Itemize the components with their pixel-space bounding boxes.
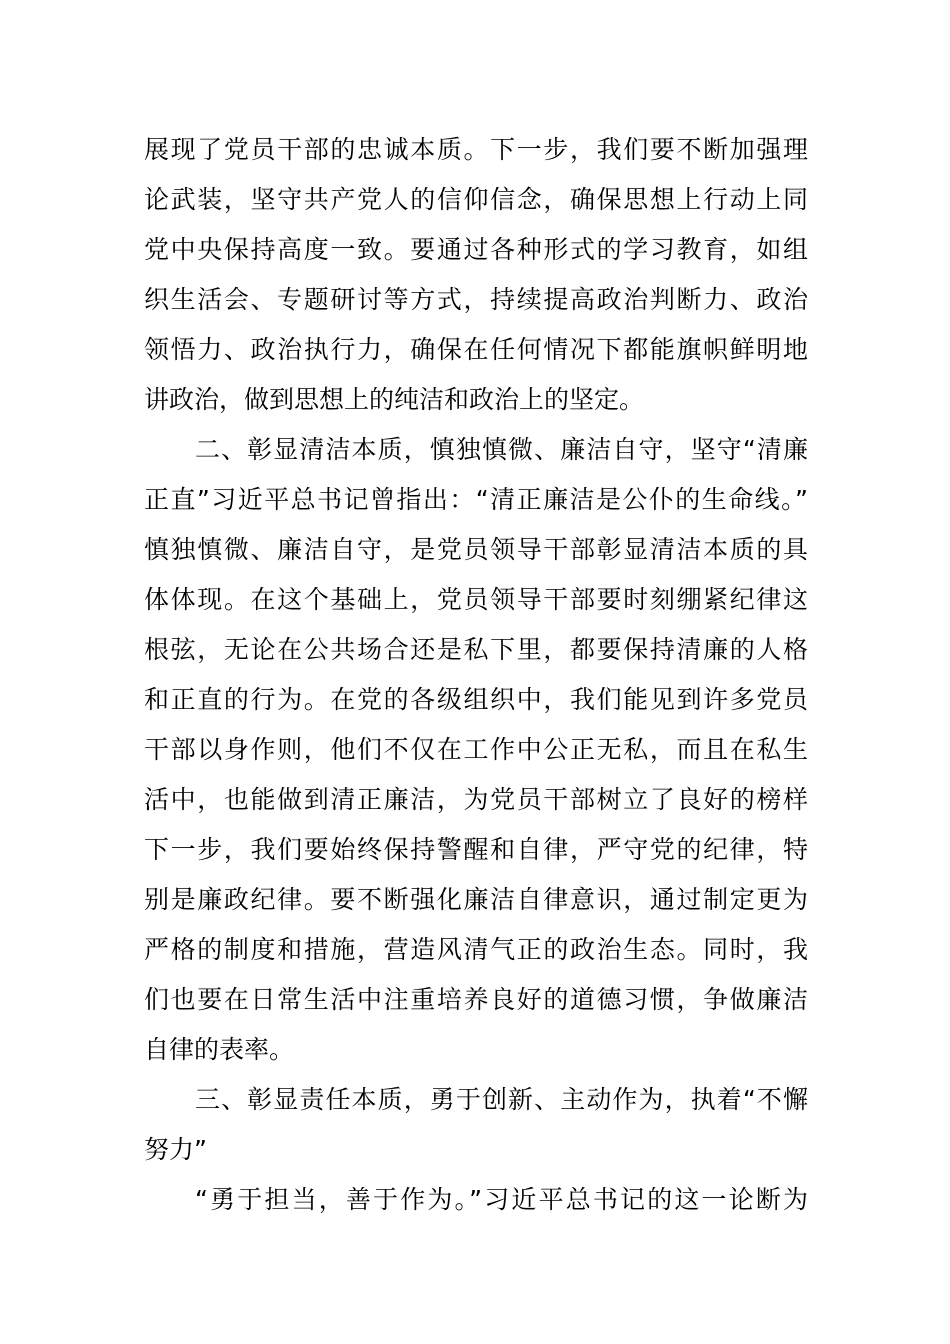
text-line: 正直”习近平总书记曾指出：“清正廉洁是公仆的生命线。” (144, 485, 808, 514)
text-line: 体体现。在这个基础上，党员领导干部要时刻绷紧纪律这 (144, 585, 808, 614)
paragraph-section-three-heading (144, 1075, 808, 1175)
text-line: 干部以身作则，他们不仅在工作中公正无私，而且在私生 (144, 735, 808, 764)
document-body (144, 125, 808, 1225)
text-line: 活中，也能做到清正廉洁，为党员干部树立了良好的榜样 (144, 785, 808, 814)
paragraph-loyalty-continued (144, 125, 808, 425)
text-line: 慎独慎微、廉洁自守，是党员领导干部彰显清洁本质的具 (144, 535, 808, 564)
text-line: 努力” (144, 1135, 207, 1164)
section-heading-line: 二、彰显清洁本质，慎独慎微、廉洁自守，坚守“清廉 (195, 435, 808, 464)
text-line: 领悟力、政治执行力，确保在任何情况下都能旗帜鲜明地 (144, 335, 808, 364)
text-line: 下一步，我们要始终保持警醒和自律，严守党的纪律，特 (144, 835, 808, 864)
text-line: 织生活会、专题研讨等方式，持续提高政治判断力、政治 (144, 285, 808, 314)
section-heading-line: 三、彰显责任本质，勇于创新、主动作为，执着“不懈 (195, 1085, 808, 1114)
text-line: 根弦，无论在公共场合还是私下里，都要保持清廉的人格 (144, 635, 808, 664)
text-line: 讲政治，做到思想上的纯洁和政治上的坚定。 (144, 385, 645, 414)
text-line: 展现了党员干部的忠诚本质。下一步，我们要不断加强理 (144, 135, 808, 164)
text-line: 论武装，坚守共产党人的信仰信念，确保思想上行动上同 (144, 185, 808, 214)
text-line: 和正直的行为。在党的各级组织中，我们能见到许多党员 (144, 685, 808, 714)
paragraph-section-three-body (144, 1175, 808, 1225)
text-line: 严格的制度和措施，营造风清气正的政治生态。同时，我 (144, 935, 808, 964)
text-line: 们也要在日常生活中注重培养良好的道德习惯，争做廉洁 (144, 985, 808, 1014)
paragraph-section-two (144, 425, 808, 1075)
text-line: 党中央保持高度一致。要通过各种形式的学习教育，如组 (144, 235, 808, 264)
text-line: 自律的表率。 (144, 1035, 295, 1064)
text-line: 别是廉政纪律。要不断强化廉洁自律意识，通过制定更为 (144, 885, 808, 914)
text-line: “勇于担当，善于作为。”习近平总书记的这一论断为 (195, 1185, 808, 1214)
